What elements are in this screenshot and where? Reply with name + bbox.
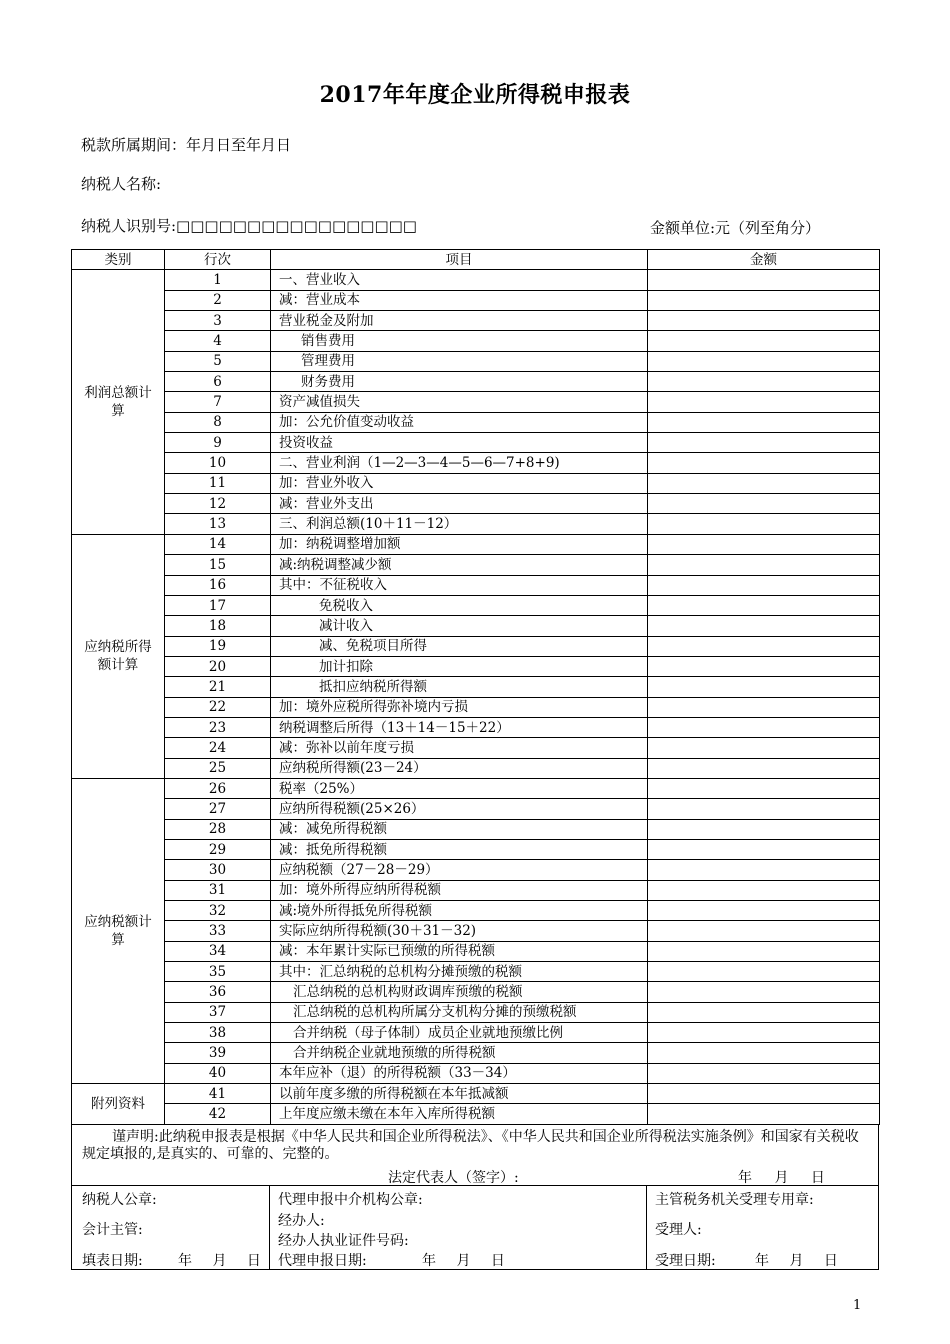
amount-cell[interactable] <box>648 860 880 880</box>
item-cell: 营业税金及附加 <box>271 311 648 331</box>
table-row <box>72 494 880 514</box>
table-row <box>72 453 880 473</box>
line-number-cell: 36 <box>165 982 271 1002</box>
table-row <box>72 1104 880 1124</box>
table-row <box>72 290 880 310</box>
item-cell: 减：营业外支出 <box>271 494 648 514</box>
amount-cell[interactable] <box>648 453 880 473</box>
line-number-cell: 30 <box>165 860 271 880</box>
line-number-cell: 5 <box>165 351 271 371</box>
table-row <box>72 962 880 982</box>
table-row <box>72 311 880 331</box>
line-number-cell: 7 <box>165 392 271 412</box>
declaration-date: 年 月 日 <box>738 1170 825 1186</box>
amount-cell[interactable] <box>648 880 880 900</box>
line-number-cell: 20 <box>165 656 271 676</box>
amount-cell[interactable] <box>648 962 880 982</box>
line-number-cell: 9 <box>165 433 271 453</box>
line-number-cell: 12 <box>165 494 271 514</box>
item-cell: 应纳所得税额(25×26） <box>271 799 648 819</box>
item-cell: 减计收入 <box>271 616 648 636</box>
tax-period: 税款所属期间：年月日至年月日 <box>81 136 292 154</box>
line-number-cell: 25 <box>165 758 271 778</box>
line-number-cell: 16 <box>165 575 271 595</box>
amount-cell[interactable] <box>648 1002 880 1022</box>
amount-cell[interactable] <box>648 636 880 656</box>
table-row <box>72 514 880 534</box>
amount-cell[interactable] <box>648 778 880 798</box>
item-cell: 抵扣应纳税所得额 <box>271 677 648 697</box>
item-cell: 加：纳税调整增加额 <box>271 534 648 554</box>
signature-section <box>71 1185 879 1270</box>
handler-label: 经办人: <box>278 1213 325 1229</box>
item-cell: 税率（25%） <box>271 778 648 798</box>
table-row <box>72 473 880 493</box>
table-row <box>72 941 880 961</box>
header-line-no: 行次 <box>165 250 271 270</box>
table-row <box>72 270 880 290</box>
line-number-cell: 35 <box>165 962 271 982</box>
line-number-cell: 38 <box>165 1023 271 1043</box>
table-row <box>72 1023 880 1043</box>
amount-cell[interactable] <box>648 982 880 1002</box>
line-number-cell: 17 <box>165 595 271 615</box>
receiver-label: 受理人: <box>655 1222 702 1238</box>
table-row <box>72 860 880 880</box>
table-row <box>72 616 880 636</box>
amount-cell[interactable] <box>648 331 880 351</box>
item-cell: 免税收入 <box>271 595 648 615</box>
line-number-cell: 31 <box>165 880 271 900</box>
table-row <box>72 880 880 900</box>
amount-cell[interactable] <box>648 799 880 819</box>
table-row <box>72 778 880 798</box>
item-cell: 纳税调整后所得（13＋14－15＋22） <box>271 717 648 737</box>
item-cell: 应纳税所得额(23－24） <box>271 758 648 778</box>
amount-cell[interactable] <box>648 555 880 575</box>
table-row <box>72 575 880 595</box>
item-cell: 减：营业成本 <box>271 290 648 310</box>
table-row <box>72 1084 880 1104</box>
category-cell: 利润总额计算 <box>72 270 165 534</box>
amount-cell[interactable] <box>648 514 880 534</box>
line-number-cell: 13 <box>165 514 271 534</box>
table-row <box>72 697 880 717</box>
table-row <box>72 433 880 453</box>
taxpayer-seal-label: 纳税人公章: <box>82 1192 157 1208</box>
amount-cell[interactable] <box>648 1104 880 1124</box>
category-cell: 应纳税额计算 <box>72 778 165 1083</box>
amount-cell[interactable] <box>648 941 880 961</box>
amount-cell[interactable] <box>648 595 880 615</box>
fill-date-value: 年 月 日 <box>178 1253 261 1269</box>
item-cell: 投资收益 <box>271 433 648 453</box>
line-number-cell: 4 <box>165 331 271 351</box>
line-number-cell: 41 <box>165 1084 271 1104</box>
table-row <box>72 351 880 371</box>
item-cell: 财务费用 <box>271 372 648 392</box>
amount-cell[interactable] <box>648 616 880 636</box>
amount-unit: 金额单位:元（列至角分） <box>649 219 820 237</box>
item-cell: 实际应纳所得税额(30＋31－32) <box>271 921 648 941</box>
table-row <box>72 677 880 697</box>
declaration-text: 谨声明:此纳税申报表是根据《中华人民共和国企业所得税法》、《中华人民共和国企业所得税法实施条例》和国家有关税收规定填报的,是真实的、可靠的、完整的。 <box>82 1129 859 1162</box>
table-row <box>72 982 880 1002</box>
amount-cell[interactable] <box>648 1063 880 1083</box>
declaration-box <box>71 1125 879 1186</box>
table-row <box>72 636 880 656</box>
item-cell: 一、营业收入 <box>271 270 648 290</box>
item-cell: 加计扣除 <box>271 656 648 676</box>
line-number-cell: 27 <box>165 799 271 819</box>
line-number-cell: 3 <box>165 311 271 331</box>
line-number-cell: 22 <box>165 697 271 717</box>
table-row <box>72 412 880 432</box>
table-row <box>72 921 880 941</box>
item-cell: 其中：不征税收入 <box>271 575 648 595</box>
item-cell: 加：营业外收入 <box>271 473 648 493</box>
amount-cell[interactable] <box>648 351 880 371</box>
accept-date-value: 年 月 日 <box>755 1253 838 1269</box>
line-number-cell: 10 <box>165 453 271 473</box>
amount-cell[interactable] <box>648 392 880 412</box>
amount-cell[interactable] <box>648 758 880 778</box>
agent-date-label: 代理申报日期: <box>278 1253 367 1269</box>
item-cell: 减：抵免所得税额 <box>271 839 648 859</box>
table-row <box>72 392 880 412</box>
header-item: 项目 <box>271 250 648 270</box>
amount-cell[interactable] <box>648 270 880 290</box>
tax-return-table <box>71 249 880 1125</box>
header-category: 类别 <box>72 250 165 270</box>
amount-cell[interactable] <box>648 697 880 717</box>
agent-signature-column <box>270 1186 647 1269</box>
line-number-cell: 21 <box>165 677 271 697</box>
line-number-cell: 32 <box>165 901 271 921</box>
tax-authority-seal-label: 主管税务机关受理专用章: <box>655 1192 814 1208</box>
amount-cell[interactable] <box>648 1043 880 1063</box>
amount-cell[interactable] <box>648 1084 880 1104</box>
taxpayer-name-label: 纳税人名称: <box>81 175 162 193</box>
item-cell: 加：公允价值变动收益 <box>271 412 648 432</box>
amount-cell[interactable] <box>648 901 880 921</box>
line-number-cell: 15 <box>165 555 271 575</box>
table-row <box>72 1063 880 1083</box>
line-number-cell: 42 <box>165 1104 271 1124</box>
agent-date-value: 年 月 日 <box>422 1253 505 1269</box>
page-number: 1 <box>853 1298 862 1313</box>
amount-cell[interactable] <box>648 717 880 737</box>
item-cell: 减:境外所得抵免所得税额 <box>271 901 648 921</box>
line-number-cell: 19 <box>165 636 271 656</box>
item-cell: 三、利润总额(10＋11－12） <box>271 514 648 534</box>
item-cell: 应纳税额（27－28－29） <box>271 860 648 880</box>
item-cell: 减：弥补以前年度亏损 <box>271 738 648 758</box>
line-number-cell: 29 <box>165 839 271 859</box>
amount-cell[interactable] <box>648 534 880 554</box>
table-row <box>72 534 880 554</box>
item-cell: 合并纳税企业就地预缴的所得税额 <box>271 1043 648 1063</box>
table-row <box>72 595 880 615</box>
table-row <box>72 1002 880 1022</box>
page-title: 2017年年度企业所得税申报表 <box>319 82 631 108</box>
legal-rep-signature-label: 法定代表人（签字）: <box>388 1170 519 1186</box>
item-cell: 二、营业利润（1—2—3—4—5—6—7+8+9) <box>271 453 648 473</box>
item-cell: 汇总纳税的总机构所属分支机构分摊的预缴税额 <box>271 1002 648 1022</box>
line-number-cell: 11 <box>165 473 271 493</box>
item-cell: 资产减值损失 <box>271 392 648 412</box>
agent-seal-label: 代理申报中介机构公章: <box>278 1192 423 1208</box>
table-row <box>72 819 880 839</box>
line-number-cell: 8 <box>165 412 271 432</box>
amount-cell[interactable] <box>648 677 880 697</box>
line-number-cell: 2 <box>165 290 271 310</box>
line-number-cell: 37 <box>165 1002 271 1022</box>
amount-cell[interactable] <box>648 738 880 758</box>
amount-cell[interactable] <box>648 921 880 941</box>
amount-cell[interactable] <box>648 311 880 331</box>
accept-date-label: 受理日期: <box>655 1253 716 1269</box>
line-number-cell: 34 <box>165 941 271 961</box>
item-cell: 管理费用 <box>271 351 648 371</box>
line-number-cell: 24 <box>165 738 271 758</box>
amount-cell[interactable] <box>648 839 880 859</box>
table-row <box>72 901 880 921</box>
accountant-label: 会计主管: <box>82 1222 143 1238</box>
amount-cell[interactable] <box>648 412 880 432</box>
line-number-cell: 14 <box>165 534 271 554</box>
table-row <box>72 758 880 778</box>
table-header-row <box>72 250 880 270</box>
line-number-cell: 40 <box>165 1063 271 1083</box>
category-cell: 应纳税所得额计算 <box>72 534 165 778</box>
table-row <box>72 555 880 575</box>
license-label: 经办人执业证件号码: <box>278 1233 409 1249</box>
line-number-cell: 26 <box>165 778 271 798</box>
amount-cell[interactable] <box>648 819 880 839</box>
item-cell: 合并纳税（母子体制）成员企业就地预缴比例 <box>271 1023 648 1043</box>
item-cell: 上年度应缴未缴在本年入库所得税额 <box>271 1104 648 1124</box>
line-number-cell: 6 <box>165 372 271 392</box>
amount-cell[interactable] <box>648 290 880 310</box>
item-cell: 销售费用 <box>271 331 648 351</box>
table-row <box>72 839 880 859</box>
amount-cell[interactable] <box>648 1023 880 1043</box>
amount-cell[interactable] <box>648 656 880 676</box>
header-amount: 金额 <box>648 250 880 270</box>
item-cell: 减、免税项目所得 <box>271 636 648 656</box>
fill-date-label: 填表日期: <box>82 1253 143 1269</box>
item-cell: 加：境外应税所得弥补境内亏损 <box>271 697 648 717</box>
category-cell: 附列资料 <box>72 1084 165 1125</box>
table-row <box>72 1043 880 1063</box>
line-number-cell: 1 <box>165 270 271 290</box>
item-cell: 减：本年累计实际已预缴的所得税额 <box>271 941 648 961</box>
item-cell: 本年应补（退）的所得税额（33－34） <box>271 1063 648 1083</box>
table-row <box>72 372 880 392</box>
table-row <box>72 717 880 737</box>
table-row <box>72 656 880 676</box>
table-row <box>72 331 880 351</box>
amount-cell[interactable] <box>648 372 880 392</box>
taxpayer-signature-column <box>72 1186 270 1269</box>
table-row <box>72 799 880 819</box>
amount-cell[interactable] <box>648 494 880 514</box>
table-row <box>72 738 880 758</box>
item-cell: 加：境外所得应纳所得税额 <box>271 880 648 900</box>
amount-cell[interactable] <box>648 575 880 595</box>
amount-cell[interactable] <box>648 433 880 453</box>
line-number-cell: 39 <box>165 1043 271 1063</box>
line-number-cell: 33 <box>165 921 271 941</box>
line-number-cell: 28 <box>165 819 271 839</box>
item-cell: 减：减免所得税额 <box>271 819 648 839</box>
amount-cell[interactable] <box>648 473 880 493</box>
item-cell: 减:纳税调整减少额 <box>271 555 648 575</box>
taxpayer-id-label: 纳税人识别号:□□□□□□□□□□□□□□□□□ <box>81 217 417 235</box>
item-cell: 以前年度多缴的所得税额在本年抵减额 <box>271 1084 648 1104</box>
item-cell: 其中：汇总纳税的总机构分摊预缴的税额 <box>271 962 648 982</box>
tax-authority-column <box>647 1186 878 1269</box>
line-number-cell: 23 <box>165 717 271 737</box>
line-number-cell: 18 <box>165 616 271 636</box>
item-cell: 汇总纳税的总机构财政调库预缴的税额 <box>271 982 648 1002</box>
